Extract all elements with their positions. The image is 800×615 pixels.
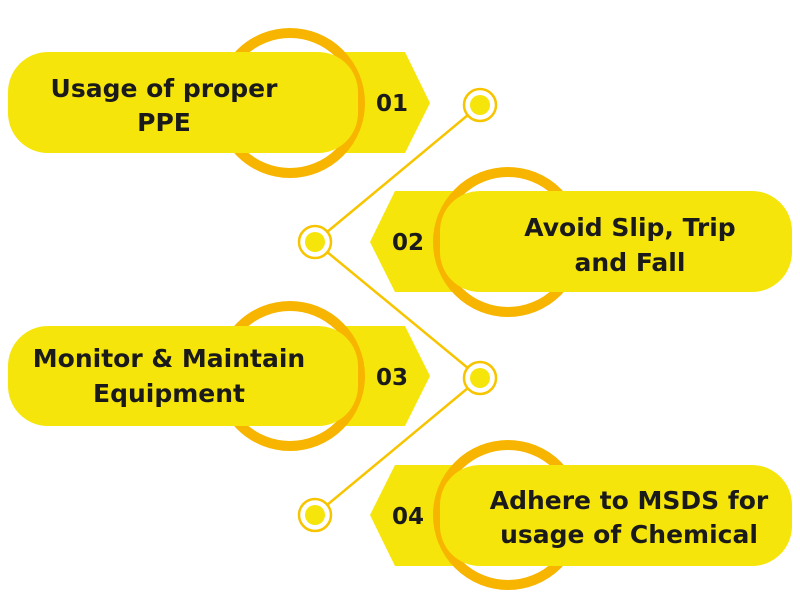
step-04-card: [440, 465, 792, 566]
step-04-line-1: Adhere to MSDS for: [489, 486, 769, 515]
step-04: [370, 445, 792, 585]
step-02-line-1: Avoid Slip, Trip: [524, 213, 736, 242]
connector-node-3: [464, 362, 496, 394]
step-02-line-2: and Fall: [574, 248, 686, 277]
step-01-number: 01: [375, 91, 409, 117]
step-01: [8, 33, 430, 173]
connector-node-4: [299, 499, 331, 531]
step-03-line-1: Monitor & Maintain: [32, 344, 306, 373]
step-04-line-2: usage of Chemical: [500, 520, 758, 549]
step-04-number: 04: [391, 504, 425, 530]
step-03-line-2: Equipment: [93, 379, 245, 408]
connector-node-2: [299, 226, 331, 258]
step-02: [370, 172, 792, 312]
step-01-line-2: PPE: [137, 108, 191, 137]
step-03-number: 03: [375, 365, 409, 391]
step-03-card: [8, 326, 358, 426]
connector-line: [315, 105, 480, 515]
step-02-number: 02: [391, 230, 425, 256]
step-01-line-1: Usage of proper: [50, 74, 278, 103]
connector-node-1: [464, 89, 496, 121]
step-03: [8, 306, 430, 446]
